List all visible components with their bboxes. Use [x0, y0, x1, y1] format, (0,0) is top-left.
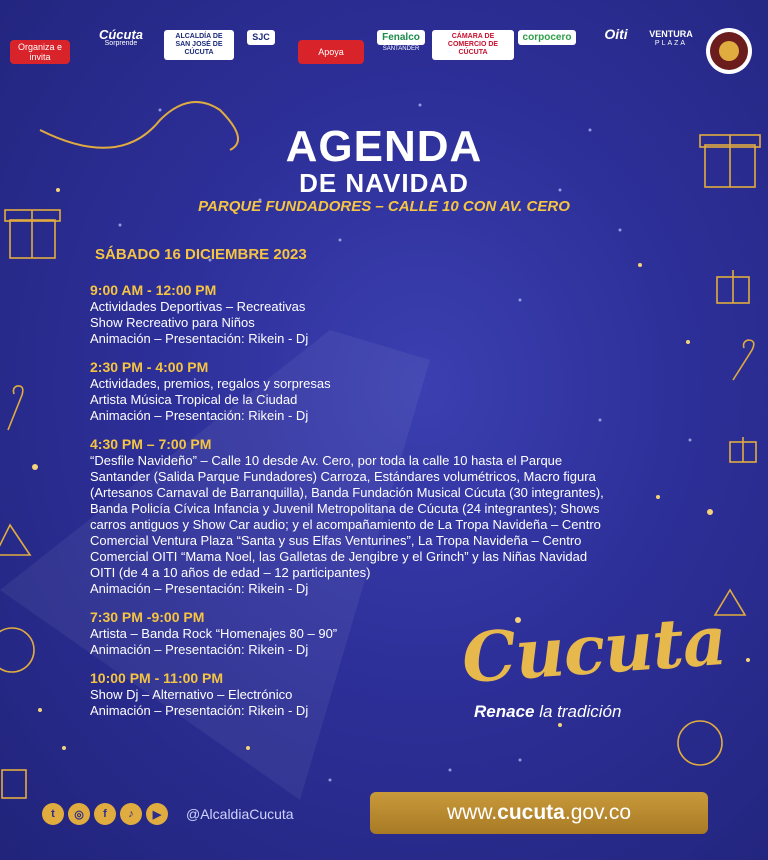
agenda-line: Actividades, premios, regalos y sorpresas [90, 376, 331, 391]
agenda-block [90, 359, 710, 424]
corpocero-logo: corpocero [516, 30, 578, 45]
organiza-label: Organiza e invita [10, 40, 70, 64]
agenda-line: (Artesanos Carnaval de Barranquilla), Banda Fundación Musical Cúcuta (30 integrantes), [90, 485, 604, 500]
agenda-line: Artista – Banda Rock “Homenajes 80 – 90” [90, 626, 338, 641]
fenalco-logo: Fenalco SANTANDER [374, 30, 428, 54]
agenda-line: OITI (de 4 a 10 años de edad – 12 participantes) [90, 565, 371, 580]
agenda-time: 9:00 AM - 12:00 PM [90, 282, 217, 298]
instagram-icon[interactable]: ◎ [68, 803, 90, 825]
agenda-time: 10:00 PM - 11:00 PM [90, 670, 224, 686]
location-subtitle: PARQUE FUNDADORES – CALLE 10 CON AV. CERO [198, 198, 570, 215]
website-url[interactable]: www. cucuta .gov.co [370, 792, 708, 834]
alcaldia-logo: ALCALDÍA DE SAN JOSÉ DE CÚCUTA [164, 30, 234, 60]
social-handle[interactable]: @AlcaldiaCucuta [186, 806, 294, 822]
oiti-logo: Oiti [604, 26, 628, 42]
agenda-line: Animación – Presentación: Rikein - Dj [90, 703, 309, 718]
facebook-icon[interactable]: f [94, 803, 116, 825]
agenda-line: Santander (Salida Parque Fundadores) Carroza, Estándares volumétricos, Macro figura [90, 469, 596, 484]
seal-logo [704, 26, 754, 76]
agenda-line: carros antiguos y Show Car audio; y el acompañamiento de La Tropa Navideña – Centro [90, 517, 601, 532]
agenda-line: “Desfile Navideño” – Calle 10 desde Av. Cero, por toda la calle 10 hasta el Parque [90, 453, 563, 468]
agenda-line: Artista Música Tropical de la Ciudad [90, 392, 298, 407]
agenda-line: Show Recreativo para Niños [90, 315, 255, 330]
agenda-line: Comercial Ventura Plaza “Santa y sus Elfas Venturines”, La Tropa Navideña – Centro [90, 533, 582, 548]
agenda-time: 4:30 PM – 7:00 PM [90, 436, 212, 452]
agenda-line: Comercial OITI “Mama Noel, las Galletas de Jengibre y el Grinch” y las Niñas Navidad [90, 549, 588, 564]
header-logos [0, 0, 768, 92]
agenda-time: 2:30 PM - 4:00 PM [90, 359, 209, 375]
agenda-line: Show Dj – Alternativo – Electrónico [90, 687, 293, 702]
brand-tagline: Renace la tradición [474, 702, 622, 721]
agenda-line: Actividades Deportivas – Recreativas [90, 299, 306, 314]
agenda-block [90, 436, 710, 597]
agenda-line: Banda Policía Cívica Infancia y Juvenil Metropolitana de Cúcuta (24 integrantes); Shows [90, 501, 600, 516]
camara-comercio-logo: CÁMARA DE COMERCIO DE CÚCUTA [432, 30, 514, 60]
cucuta-logo: Cúcuta Sorprende [98, 27, 144, 47]
agenda-line: Animación – Presentación: Rikein - Dj [90, 408, 309, 423]
title-de-navidad: DE NAVIDAD [299, 168, 469, 198]
cucuta-wordmark: Cucuta [459, 600, 729, 700]
tiktok-icon[interactable]: ♪ [120, 803, 142, 825]
twitter-icon[interactable]: t [42, 803, 64, 825]
social-icons [42, 803, 168, 825]
event-date: SÁBADO 16 DICIEMBRE 2023 [95, 246, 307, 263]
agenda-line: Animación – Presentación: Rikein - Dj [90, 331, 309, 346]
cucuta-brand [459, 600, 729, 730]
agenda-line: Animación – Presentación: Rikein - Dj [90, 581, 309, 596]
apoya-label: Apoya [298, 40, 364, 64]
youtube-icon[interactable]: ▶ [146, 803, 168, 825]
agenda-line: Animación – Presentación: Rikein - Dj [90, 642, 309, 657]
ventura-plaza-logo: VENTURA PLAZA [649, 29, 693, 47]
title-agenda: AGENDA [285, 122, 483, 171]
agenda-block [90, 282, 710, 347]
sjc-logo: SJC [246, 30, 276, 45]
agenda-time: 7:30 PM -9:00 PM [90, 609, 205, 625]
